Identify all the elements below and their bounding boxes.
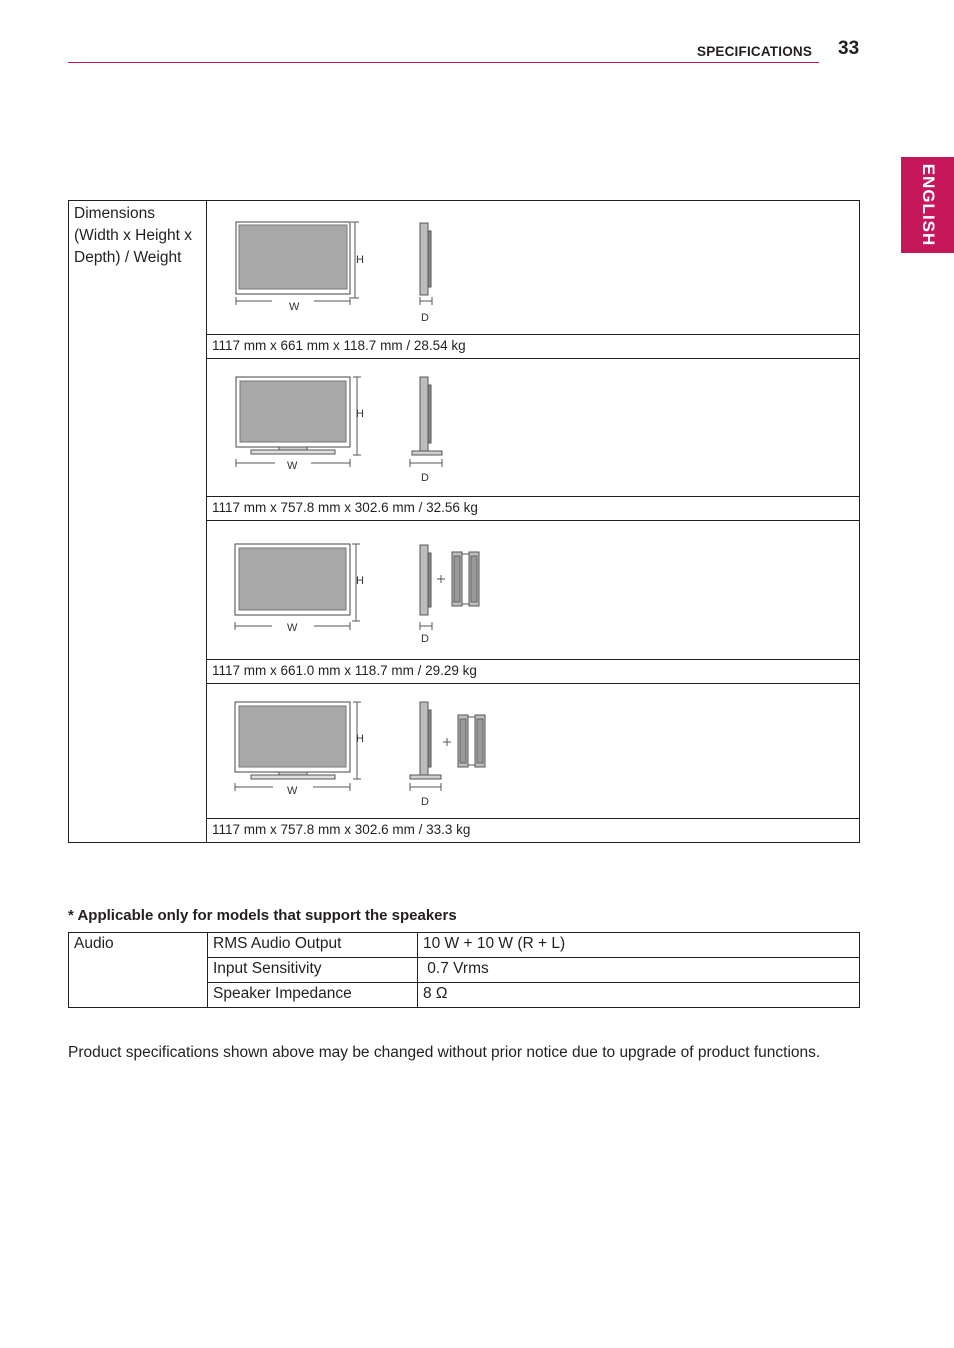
w-label: W — [287, 460, 298, 472]
language-tab — [901, 157, 954, 253]
h-label: H — [356, 575, 364, 587]
dimension-figure-3 — [207, 521, 860, 660]
dimension-value-1: 1117 mm x 661 mm x 118.7 mm / 28.54 kg — [207, 335, 860, 359]
audio-table — [68, 932, 860, 1008]
section-title: SPECIFICATIONS — [697, 44, 813, 59]
w-label: W — [287, 622, 298, 634]
tv-dimension-drawing-3 — [207, 521, 859, 659]
dimension-figure-2 — [207, 359, 860, 497]
d-label: D — [421, 633, 429, 645]
language-tab-label: ENGLISH — [918, 163, 938, 247]
tv-dimension-drawing-1 — [207, 201, 859, 334]
page-number: 33 — [838, 38, 860, 59]
dimension-value-3: 1117 mm x 661.0 mm x 118.7 mm / 29.29 kg — [207, 660, 860, 684]
h-label: H — [356, 408, 364, 420]
dimension-figure-4 — [207, 684, 860, 819]
header-rule — [68, 62, 819, 63]
tv-dimension-drawing-2 — [207, 359, 859, 496]
dimensions-label: Dimensions (Width x Height x Depth) / Weight — [69, 201, 207, 843]
audio-row-name: Input Sensitivity — [208, 958, 418, 983]
dimension-value-4: 1117 mm x 757.8 mm x 302.6 mm / 33.3 kg — [207, 819, 860, 843]
d-label: D — [421, 472, 429, 484]
h-label: H — [356, 733, 364, 745]
audio-note: * Applicable only for models that support the speakers — [68, 907, 457, 924]
dimensions-table — [68, 200, 860, 843]
dimension-value-2: 1117 mm x 757.8 mm x 302.6 mm / 32.56 kg — [207, 497, 860, 521]
d-label: D — [421, 312, 429, 324]
spec-change-notice: Product specifications shown above may be changed without prior notice due to upgrade of product functions. — [68, 1044, 821, 1061]
audio-row-name: Speaker Impedance — [208, 983, 418, 1008]
audio-row-name: RMS Audio Output — [208, 933, 418, 958]
audio-row-value: 8 Ω — [418, 983, 860, 1008]
audio-label: Audio — [69, 933, 208, 1008]
h-label: H — [356, 254, 364, 266]
w-label: W — [289, 301, 300, 313]
audio-row-value: 10 W + 10 W (R + L) — [418, 933, 860, 958]
w-label: W — [287, 785, 298, 797]
d-label: D — [421, 796, 429, 808]
dimension-figure-1 — [207, 201, 860, 335]
tv-dimension-drawing-4 — [207, 684, 859, 818]
audio-row-value: 0.7 Vrms — [418, 958, 860, 983]
